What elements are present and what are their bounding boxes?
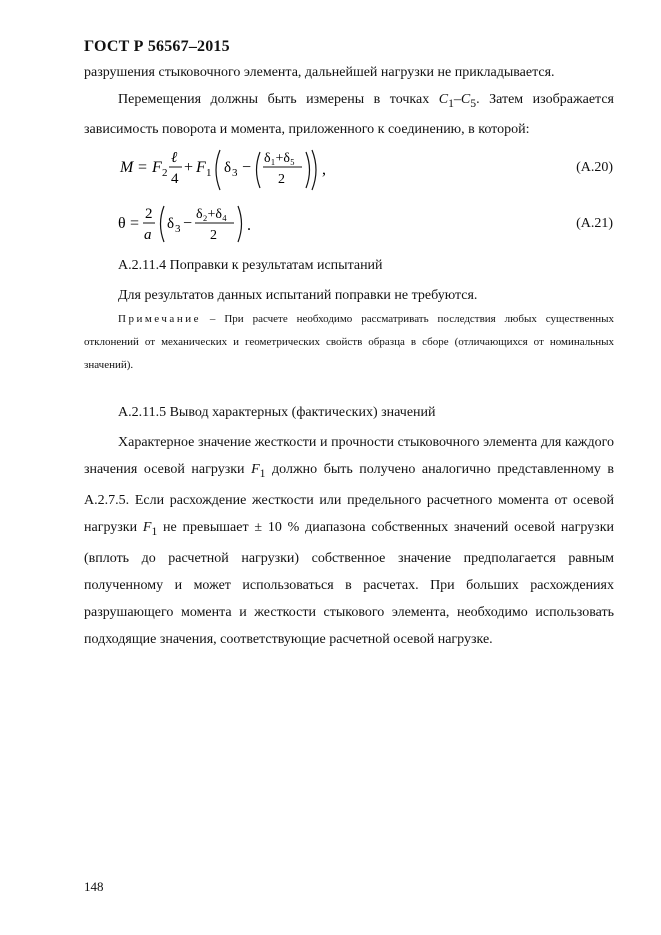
- var-c: C: [460, 91, 471, 107]
- page-number: 148: [84, 879, 104, 894]
- section-heading-a2115: А.2.11.5 Вывод характерных (фактических) значений: [118, 405, 436, 420]
- eq-symbol: 4: [171, 171, 179, 187]
- eq-symbol: δ₂+δ₄: [196, 207, 227, 222]
- sub-1: 1: [448, 96, 454, 110]
- eq-symbol: +: [184, 159, 194, 176]
- paren-right: [306, 152, 310, 188]
- eq-symbol: 2: [145, 206, 153, 222]
- eq-symbol: 3: [232, 167, 238, 179]
- eq-symbol: .: [247, 217, 251, 234]
- eq-symbol: 2: [162, 167, 168, 179]
- eq-symbol: θ: [118, 215, 126, 232]
- eq-symbol: 1: [206, 167, 212, 179]
- text-segment: должно быть получено аналогично представленному в А.2.7.5. Если расхождение жесткости или предельного расчетного момента от осевой нагрузки: [84, 462, 614, 535]
- note-text: – При расчете необходимо рассматривать последствия любых существенных отклонений от механических и геометрических свойств образца в сборе (отличающихся от номинальных значений).: [84, 313, 614, 371]
- eq-symbol: 2: [210, 228, 217, 243]
- eq-symbol: ,: [322, 161, 326, 178]
- text-segment: Перемещения должны быть измерены в точках: [118, 91, 439, 107]
- text-segment: не превышает ± 10 % диапазона собственных значений осевой нагрузки (вплоть до расчетной нагрузки) собственное значение предполагается равным полученному и может использоваться в расчетах. При больших расхождениях разрушающего момента и жесткости стыкового элемента, необходимо использовать подходящие значения, соответствующие расчетной осевой нагрузке.: [84, 519, 614, 647]
- measurement-sentence: [84, 87, 614, 144]
- eq-symbol: −: [242, 159, 252, 176]
- eq-symbol: F: [196, 159, 206, 176]
- eq-symbol: δ₁+δ₅: [264, 151, 295, 166]
- eq-symbol: =: [130, 215, 140, 232]
- text-segment: . Затем изображается зависимость поворота и момента, приложенного к соединению, в которой:: [84, 91, 614, 137]
- var-c: C: [438, 91, 449, 107]
- text-segment: Характерное значение жесткости и прочности стыковочного элемента для каждого значения осевой нагрузки: [84, 435, 614, 477]
- eq-symbol: 2: [278, 172, 285, 187]
- sub-1: 1: [151, 524, 158, 538]
- eq-symbol: δ: [167, 216, 175, 232]
- equation-number-a20: (A.20): [576, 160, 613, 175]
- eq-symbol: ℓ: [171, 150, 178, 166]
- eq-symbol: −: [183, 215, 193, 232]
- line-continuation: разрушения стыковочного элемента, дальнейшей нагрузки не прикладывается.: [84, 65, 555, 80]
- paragraph-intro: [84, 60, 614, 143]
- var-f: F: [142, 519, 152, 535]
- paren-left: [216, 150, 220, 190]
- eq-symbol: a: [144, 227, 152, 243]
- equation-a21: [116, 198, 266, 250]
- paren-right: [238, 206, 242, 242]
- eq-symbol: 3: [175, 223, 181, 235]
- paragraph-corrections: Для результатов данных испытаний поправки не требуются.: [118, 288, 478, 303]
- paren-left: [161, 206, 165, 242]
- section-heading-a2114: А.2.11.4 Поправки к результатам испытаний: [118, 258, 383, 273]
- sub-1: 1: [259, 466, 266, 480]
- var-f: F: [251, 462, 260, 477]
- eq-symbol: M: [120, 159, 134, 176]
- equation-a20: [116, 140, 336, 198]
- note-label: Примечание: [118, 313, 201, 325]
- eq-symbol: δ: [224, 160, 232, 176]
- paren-right: [312, 150, 316, 190]
- document-header: ГОСТ Р 56567–2015: [84, 38, 230, 55]
- paragraph-characteristic-values: [84, 429, 614, 653]
- paren-left: [257, 152, 261, 188]
- equation-number-a21: (A.21): [576, 216, 613, 231]
- eq-symbol: F: [152, 159, 162, 176]
- note-block: [84, 308, 614, 377]
- sub-5: 5: [470, 96, 477, 110]
- eq-symbol: =: [138, 159, 148, 176]
- dash: –: [453, 91, 461, 107]
